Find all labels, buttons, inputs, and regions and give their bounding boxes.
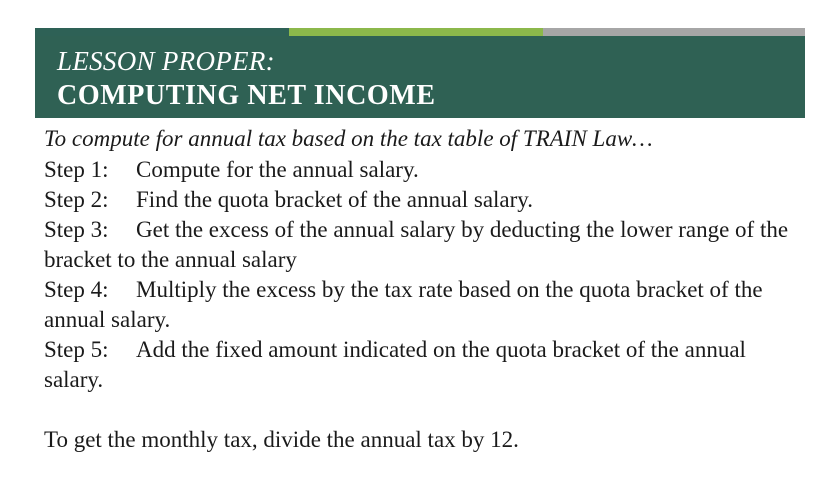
step-text: Find the quota bracket of the annual salary.	[136, 187, 534, 212]
title-banner	[35, 36, 805, 118]
step-item	[44, 185, 804, 215]
step-item	[44, 275, 804, 335]
closing-text: To get the monthly tax, divide the annual tax by 12.	[44, 427, 519, 452]
rule-segment-green	[289, 28, 543, 36]
step-label: Step 5:	[44, 337, 109, 362]
step-text: Add the fixed amount indicated on the quota bracket of the annual salary.	[44, 337, 746, 392]
slide-title: COMPUTING NET INCOME	[57, 80, 436, 111]
intro-text: To compute for annual tax based on the tax table of TRAIN Law…	[44, 126, 653, 151]
step-text: Compute for the annual salary.	[136, 157, 419, 182]
rule-segment-dark	[35, 28, 289, 36]
step-text: Get the excess of the annual salary by deducting the lower range of the bracket to the annual salary	[44, 217, 789, 272]
step-item	[44, 155, 804, 185]
slide-subtitle: LESSON PROPER:	[57, 46, 275, 76]
step-label: Step 1:	[44, 157, 109, 182]
step-item	[44, 215, 804, 275]
slide-body	[44, 124, 804, 478]
step-label: Step 4:	[44, 277, 109, 302]
step-label: Step 3:	[44, 217, 109, 242]
step-text: Multiply the excess by the tax rate based on the quota bracket of the annual salary.	[44, 277, 763, 332]
decorative-top-rule	[35, 28, 805, 36]
step-label: Step 2:	[44, 187, 109, 212]
rule-segment-gray	[543, 28, 805, 36]
step-item	[44, 335, 804, 395]
